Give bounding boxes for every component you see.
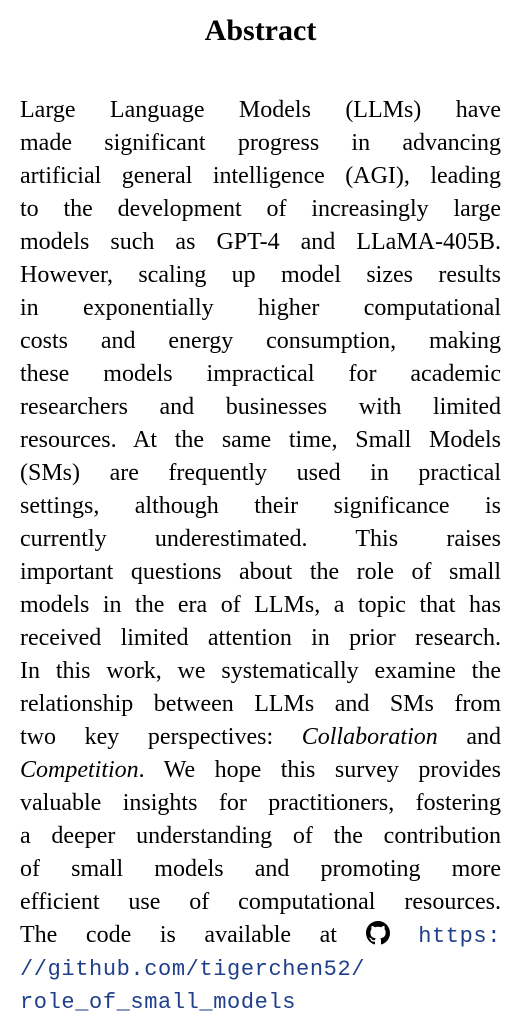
abstract-line [20,721,501,754]
github-icon [366,921,390,945]
abstract-line: Large Language Models (LLMs) have [20,97,501,123]
line-text: two key perspectives: [20,724,274,750]
line-text: and [466,724,501,750]
abstract-heading: Abstract [204,14,317,47]
code-availability-line [20,952,501,985]
abstract-line: in exponentially higher computational [20,295,501,321]
abstract-line: of small models and promoting more [20,856,501,882]
paper-page [20,0,501,1018]
abstract-line: models in the era of LLMs, a topic that has [20,592,501,618]
repo-link-part[interactable]: role_of_small_models [20,990,297,1015]
abstract-line: a deeper understanding of the contribution [20,823,501,849]
collaboration-term: Collaboration [301,724,438,750]
abstract-line: researchers and businesses with limited [20,394,501,420]
repo-link-part[interactable]: https: [418,924,502,949]
abstract-line: important questions about the role of small [20,559,501,585]
abstract-line: artificial general intelligence (AGI), leading [20,163,501,189]
abstract-line: resources. At the same time, Small Models [20,427,501,453]
repo-link-part[interactable]: //github.com/tigerchen52/ [20,957,366,982]
code-availability-line [20,919,501,952]
abstract-line: made significant progress in advancing [20,130,501,156]
abstract-line: valuable insights for practitioners, fostering [20,790,501,816]
abstract-line: settings, although their significance is [20,493,501,519]
code-availability-line [20,985,501,1018]
abstract-line: costs and energy consumption, making [20,328,501,354]
competition-term: Competition [20,757,139,783]
abstract-body [20,94,501,1018]
abstract-line: efficient use of computational resources. [20,889,501,915]
abstract-line [20,754,501,787]
line-text: The code is available at [20,922,337,948]
abstract-line: In this work, we systematically examine the [20,658,501,684]
abstract-line: relationship between LLMs and SMs from [20,691,501,717]
abstract-line: to the development of increasingly large [20,196,501,222]
abstract-line: models such as GPT-4 and LLaMA-405B. [20,229,501,255]
line-text: . We hope this survey provides [138,757,501,783]
abstract-line: currently underestimated. This raises [20,526,501,552]
abstract-line: However, scaling up model sizes results [20,262,501,288]
abstract-line: (SMs) are frequently used in practical [20,460,501,486]
abstract-line: received limited attention in prior research. [20,625,501,651]
abstract-line: these models impractical for academic [20,361,501,387]
